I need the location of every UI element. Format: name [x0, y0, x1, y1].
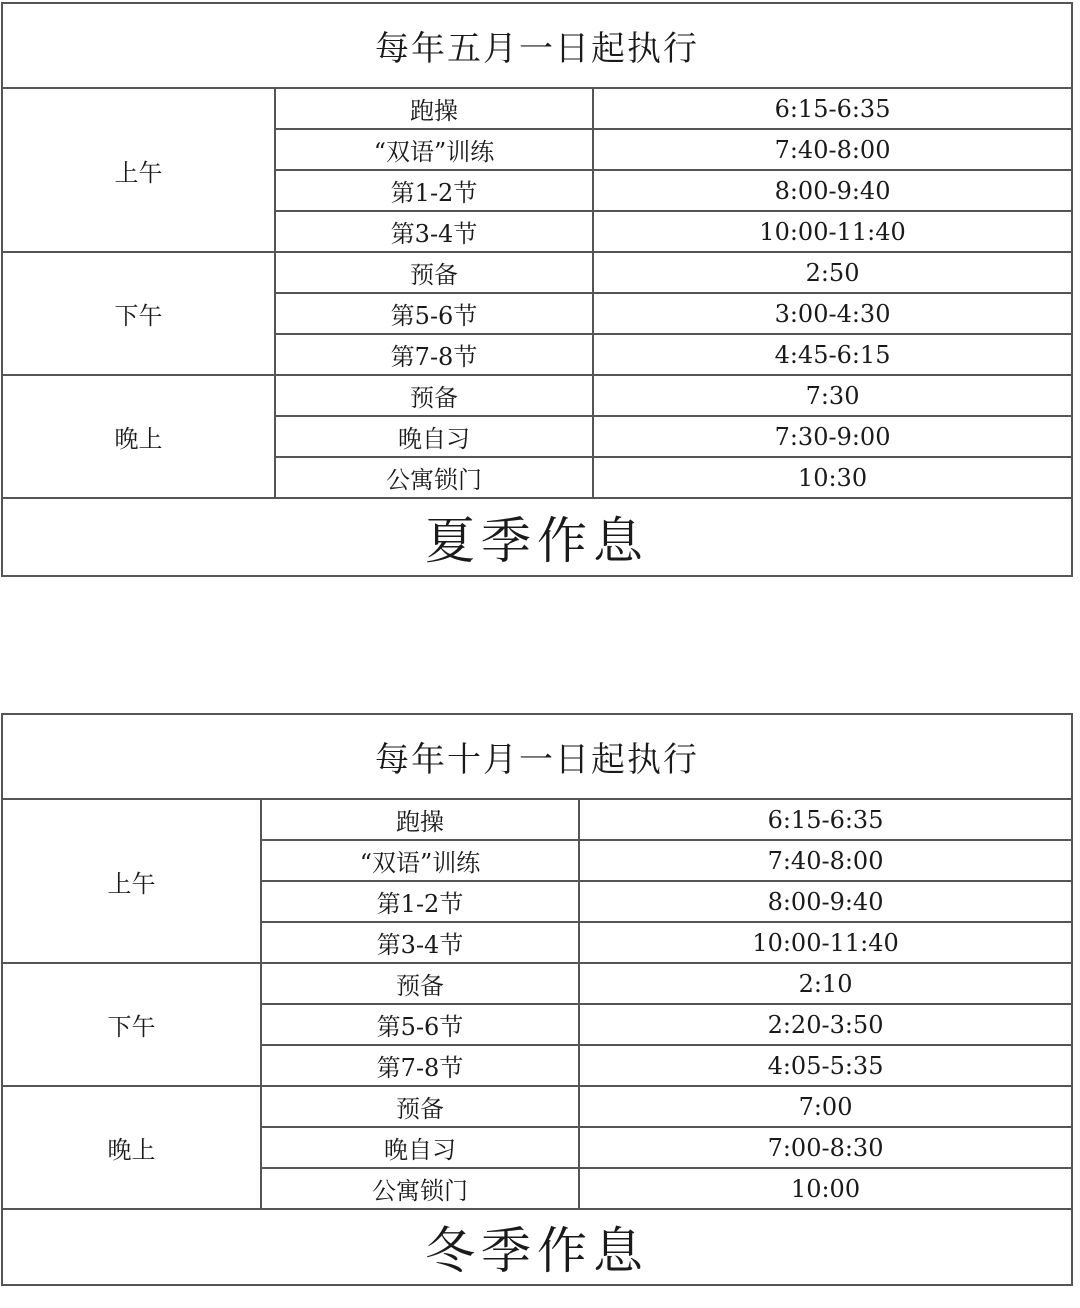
- time-cell: 7:30: [593, 375, 1072, 416]
- time-cell: 6:15-6:35: [593, 88, 1072, 129]
- time-cell: 10:00-11:40: [579, 922, 1072, 963]
- activity-cell: 晚自习: [261, 1127, 579, 1168]
- time-cell: 7:30-9:00: [593, 416, 1072, 457]
- time-cell: 2:10: [579, 963, 1072, 1004]
- time-cell: 10:00: [579, 1168, 1072, 1209]
- time-cell: 2:50: [593, 252, 1072, 293]
- activity-cell: “双语”训练: [275, 129, 593, 170]
- table-row: [2, 799, 1072, 840]
- period-morning: 上午: [2, 799, 261, 963]
- summer-schedule-body: [2, 3, 1072, 576]
- period-afternoon: 下午: [2, 963, 261, 1086]
- time-cell: 7:40-8:00: [593, 129, 1072, 170]
- activity-cell: 第5-6节: [275, 293, 593, 334]
- time-cell: 4:05-5:35: [579, 1045, 1072, 1086]
- summer-header-row: [2, 3, 1072, 88]
- activity-cell: 公寓锁门: [261, 1168, 579, 1209]
- activity-cell: 晚自习: [275, 416, 593, 457]
- activity-cell: “双语”训练: [261, 840, 579, 881]
- winter-footer: 冬季作息: [2, 1209, 1072, 1285]
- time-cell: 10:00-11:40: [593, 211, 1072, 252]
- activity-cell: 公寓锁门: [275, 457, 593, 498]
- period-evening: 晚上: [2, 375, 275, 498]
- activity-cell: 第7-8节: [275, 334, 593, 375]
- activity-cell: 预备: [275, 375, 593, 416]
- time-cell: 10:30: [593, 457, 1072, 498]
- time-cell: 7:00-8:30: [579, 1127, 1072, 1168]
- winter-schedule-body: [2, 714, 1072, 1285]
- activity-cell: 第5-6节: [261, 1004, 579, 1045]
- activity-cell: 跑操: [275, 88, 593, 129]
- activity-cell: 预备: [275, 252, 593, 293]
- period-morning: 上午: [2, 88, 275, 252]
- time-cell: 7:00: [579, 1086, 1072, 1127]
- period-evening: 晚上: [2, 1086, 261, 1209]
- winter-header: 每年十月一日起执行: [2, 714, 1072, 799]
- winter-footer-row: [2, 1209, 1072, 1285]
- time-cell: 3:00-4:30: [593, 293, 1072, 334]
- time-cell: 6:15-6:35: [579, 799, 1072, 840]
- table-row: [2, 1086, 1072, 1127]
- summer-footer-row: [2, 498, 1072, 576]
- activity-cell: 跑操: [261, 799, 579, 840]
- activity-cell: 第1-2节: [275, 170, 593, 211]
- table-row: [2, 252, 1072, 293]
- activity-cell: 预备: [261, 963, 579, 1004]
- time-cell: 2:20-3:50: [579, 1004, 1072, 1045]
- time-cell: 4:45-6:15: [593, 334, 1072, 375]
- activity-cell: 预备: [261, 1086, 579, 1127]
- table-row: [2, 88, 1072, 129]
- table-row: [2, 375, 1072, 416]
- winter-schedule-table: [1, 713, 1073, 1286]
- period-afternoon: 下午: [2, 252, 275, 375]
- time-cell: 8:00-9:40: [579, 881, 1072, 922]
- activity-cell: 第7-8节: [261, 1045, 579, 1086]
- summer-header: 每年五月一日起执行: [2, 3, 1072, 88]
- activity-cell: 第3-4节: [261, 922, 579, 963]
- winter-header-row: [2, 714, 1072, 799]
- summer-footer: 夏季作息: [2, 498, 1072, 576]
- time-cell: 8:00-9:40: [593, 170, 1072, 211]
- time-cell: 7:40-8:00: [579, 840, 1072, 881]
- activity-cell: 第3-4节: [275, 211, 593, 252]
- activity-cell: 第1-2节: [261, 881, 579, 922]
- summer-schedule-table: [1, 2, 1073, 577]
- table-row: [2, 963, 1072, 1004]
